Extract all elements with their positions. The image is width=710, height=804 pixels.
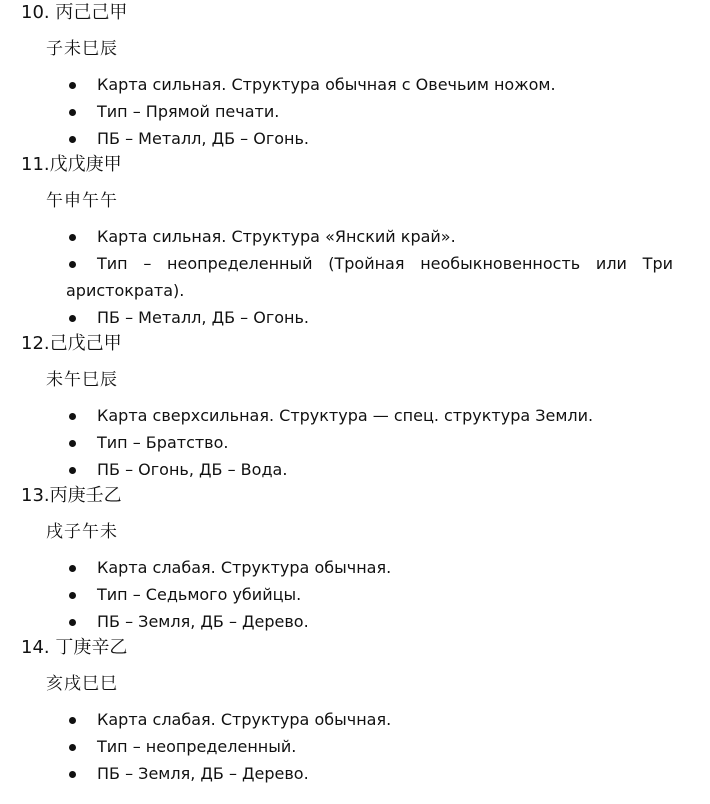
list-item-text: Тип – неопределенный (Тройная необыкновенность или Три аристократа). (66, 254, 673, 300)
entry-stems: 戊戊庚甲 (49, 154, 122, 175)
bullet-icon (69, 136, 76, 143)
list-item (0, 98, 710, 125)
list-item (0, 304, 710, 331)
entry-stems: 丙己己甲 (55, 2, 128, 23)
entry-list (0, 71, 710, 152)
list-item (0, 608, 710, 635)
entry-11 (0, 152, 710, 331)
bullet-icon (69, 744, 76, 751)
entry-heading (0, 0, 710, 26)
entry-12 (0, 331, 710, 483)
list-item (0, 125, 710, 152)
bullet-icon (69, 413, 76, 420)
list-item-text: ПБ – Земля, ДБ – Дерево. (97, 764, 309, 783)
bullet-icon (69, 82, 76, 89)
entry-number: 13. (21, 485, 50, 506)
list-item-text: ПБ – Металл, ДБ – Огонь. (97, 308, 309, 327)
bullet-icon (69, 619, 76, 626)
list-item (0, 554, 710, 581)
entry-branches: 子未巳辰 (46, 39, 118, 59)
entry-13 (0, 483, 710, 635)
list-item-text: ПБ – Огонь, ДБ – Вода. (97, 460, 288, 479)
list-item-text: ПБ – Земля, ДБ – Дерево. (97, 612, 309, 631)
entry-branches: 未午巳辰 (46, 370, 118, 390)
bullet-icon (69, 717, 76, 724)
list-item-text: Карта сильная. Структура «Янский край». (97, 227, 456, 246)
list-item (0, 402, 710, 429)
list-item (0, 223, 710, 250)
bullet-icon (69, 261, 76, 268)
entry-stems: 丙庚壬乙 (49, 485, 122, 506)
entry-10 (0, 0, 710, 152)
bullet-icon (69, 315, 76, 322)
entry-14 (0, 635, 710, 787)
entry-heading (0, 331, 710, 357)
list-item-text: Тип – Прямой печати. (97, 102, 280, 121)
list-item-text: Карта сильная. Структура обычная с Овечьим ножом. (97, 75, 556, 94)
bullet-icon (69, 440, 76, 447)
bullet-icon (69, 234, 76, 241)
list-item (0, 71, 710, 98)
list-item (0, 250, 710, 304)
entry-list (0, 554, 710, 635)
list-item-text: Тип – Седьмого убийцы. (97, 585, 302, 604)
entry-number: 14. (21, 637, 50, 658)
list-item-text: Тип – неопределенный. (97, 737, 297, 756)
list-item (0, 429, 710, 456)
entry-branches: 午申午午 (46, 191, 118, 211)
list-item-text: Карта слабая. Структура обычная. (97, 710, 392, 729)
list-item-text: Тип – Братство. (97, 433, 229, 452)
entry-number: 10. (21, 2, 50, 23)
entry-list (0, 402, 710, 483)
list-item-text: Карта слабая. Структура обычная. (97, 558, 392, 577)
bullet-icon (69, 565, 76, 572)
list-item (0, 456, 710, 483)
entry-stems: 丁庚辛乙 (55, 637, 128, 658)
entry-number: 11. (21, 154, 50, 175)
bullet-icon (69, 771, 76, 778)
entry-list (0, 223, 710, 331)
list-item (0, 760, 710, 787)
bullet-icon (69, 467, 76, 474)
entry-branches: 亥戌巳巳 (46, 674, 118, 694)
list-item (0, 581, 710, 608)
list-item (0, 706, 710, 733)
entry-branches: 戌子午未 (46, 522, 118, 542)
entry-heading (0, 635, 710, 661)
bullet-icon (69, 592, 76, 599)
bullet-icon (69, 109, 76, 116)
entry-number: 12. (21, 333, 50, 354)
list-item (0, 733, 710, 760)
entry-heading (0, 483, 710, 509)
list-item-text: ПБ – Металл, ДБ – Огонь. (97, 129, 309, 148)
entry-list (0, 706, 710, 787)
entry-heading (0, 152, 710, 178)
list-item-text: Карта сверхсильная. Структура — спец. структура Земли. (97, 406, 594, 425)
entry-stems: 己戊己甲 (49, 333, 122, 354)
